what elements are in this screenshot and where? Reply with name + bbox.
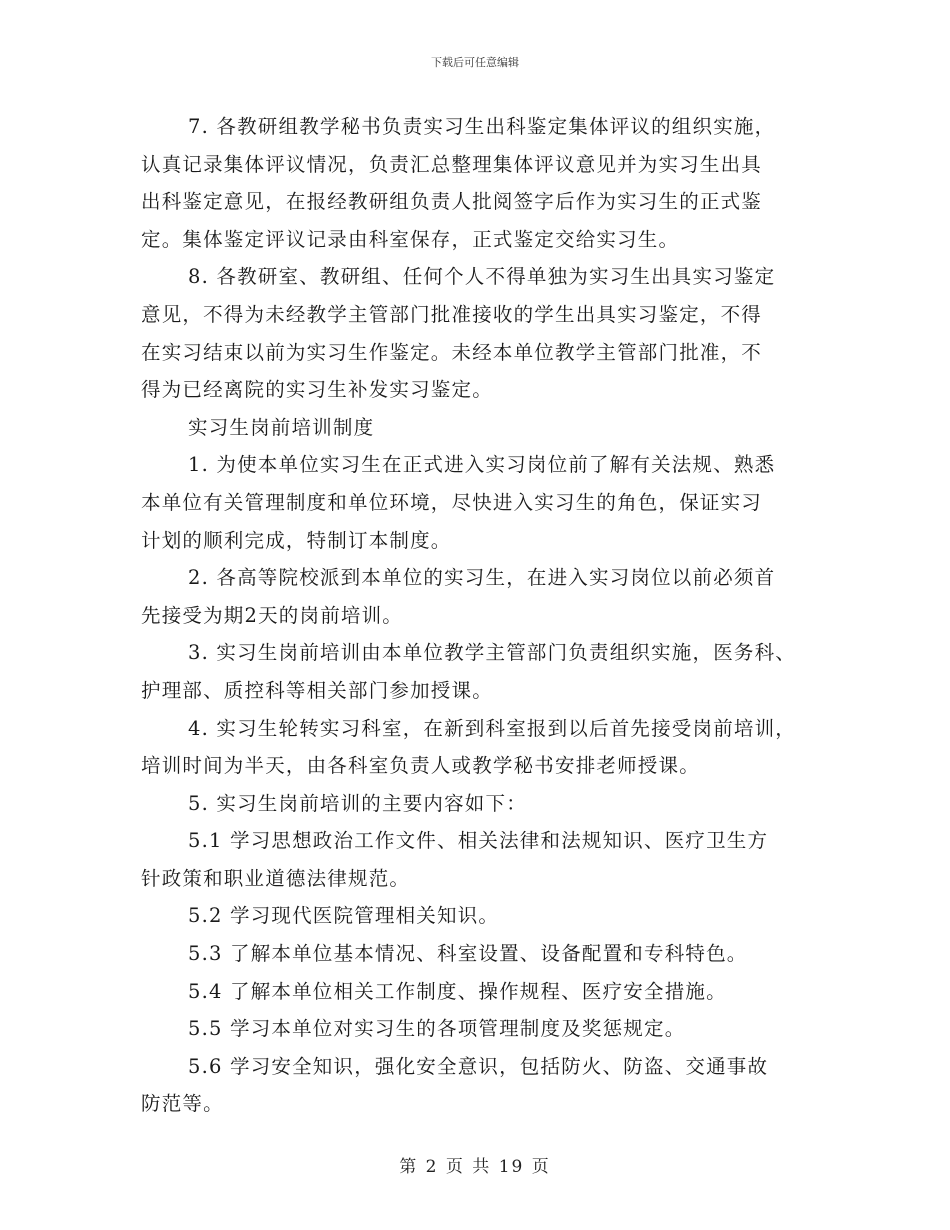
paragraph-line: 8. 各教研室、教研组、任何个人不得单独为实习生出具实习鉴定: [188, 265, 776, 289]
paragraph-line: 2. 各高等院校派到本单位的实习生，在进入实习岗位以前必须首: [188, 566, 776, 590]
paragraph-line: 先接受为期2天的岗前培训。: [141, 603, 404, 627]
page-number: 第 2 页 共 19 页: [399, 1157, 551, 1177]
paragraph-line: 计划的顺利完成，特制订本制度。: [141, 528, 452, 552]
paragraph-line: 4. 实习生轮转实习科室，在新到科室报到以后首先接受岗前培训，: [188, 716, 797, 740]
paragraph-line: 针政策和职业道德法律规范。: [141, 866, 411, 890]
paragraph-line: 5.6 学习安全知识，强化安全意识，包括防火、防盗、交通事故: [188, 1054, 769, 1078]
paragraph-line: 1. 为使本单位实习生在正式进入实习岗位前了解有关法规、熟悉: [188, 453, 776, 477]
paragraph-line: 培训时间为半天，由各科室负责人或教学秘书安排老师授课。: [141, 754, 700, 778]
paragraph-line: 本单位有关管理制度和单位环境，尽快进入实习生的角色，保证实习: [141, 490, 763, 514]
paragraph-line: 5. 实习生岗前培训的主要内容如下：: [188, 791, 527, 815]
paragraph-line: 定。集体鉴定评议记录由科室保存，正式鉴定交给实习生。: [141, 227, 680, 251]
paragraph-line: 护理部、质控科等相关部门参加授课。: [141, 678, 493, 702]
paragraph-line: 3. 实习生岗前培训由本单位教学主管部门负责组织实施，医务科、: [188, 641, 797, 665]
paragraph-line: 7. 各教研组教学秘书负责实习生出科鉴定集体评议的组织实施，: [188, 115, 776, 138]
header-note: 下载后可任意编辑: [431, 56, 519, 69]
section-heading: 实习生岗前培训制度: [188, 415, 375, 439]
paragraph-line: 得为已经离院的实习生补发实习鉴定。: [141, 378, 493, 402]
paragraph-line: 在实习结束以前为实习生作鉴定。未经本单位教学主管部门批准，不: [141, 340, 763, 364]
paragraph-line: 5.1 学习思想政治工作文件、相关法律和法规知识、医疗卫生方: [188, 829, 769, 853]
paragraph-line: 防范等。: [141, 1092, 224, 1116]
document-body: [141, 108, 821, 1123]
paragraph-line: 5.4 了解本单位相关工作制度、操作规程、医疗安全措施。: [188, 979, 727, 1003]
paragraph-line: 认真记录集体评议情况，负责汇总整理集体评议意见并为实习生出具: [141, 152, 763, 176]
paragraph-line: 出科鉴定意见，在报经教研组负责人批阅签字后作为实习生的正式鉴: [141, 190, 763, 214]
paragraph-line: 5.5 学习本单位对实习生的各项管理制度及奖惩规定。: [188, 1017, 686, 1041]
paragraph-line: 5.3 了解本单位基本情况、科室设置、设备配置和专科特色。: [188, 942, 748, 966]
paragraph-line: 5.2 学习现代医院管理相关知识。: [188, 904, 500, 928]
paragraph-line: 意见，不得为未经教学主管部门批准接收的学生出具实习鉴定，不得: [141, 302, 763, 326]
